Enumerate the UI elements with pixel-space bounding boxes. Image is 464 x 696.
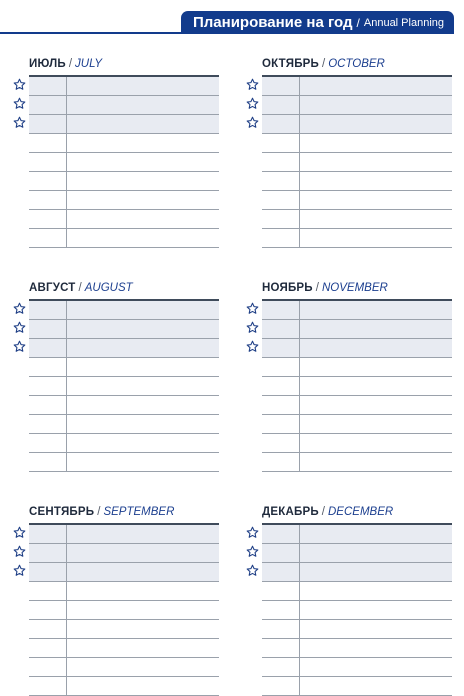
month-separator: / [78,282,82,294]
table-row[interactable] [29,77,219,96]
table-row[interactable] [29,172,219,191]
column-divider [66,434,67,452]
star-outline-icon[interactable] [246,302,259,315]
month-table [29,299,219,472]
month-separator: / [322,58,326,70]
table-row[interactable] [262,544,452,563]
column-divider [66,96,67,114]
column-divider [299,172,300,190]
month-name-en: OCTOBER [328,58,385,70]
month-separator: / [68,58,73,70]
star-outline-icon[interactable] [13,97,26,110]
table-row[interactable] [262,153,452,172]
month-name-en: AUGUST [84,282,133,294]
table-row[interactable] [29,229,219,248]
column-divider [66,229,67,247]
column-divider [66,601,67,619]
table-row[interactable] [262,677,452,696]
table-row[interactable] [262,96,452,115]
table-row[interactable] [29,434,219,453]
column-divider [66,453,67,471]
table-row[interactable] [29,582,219,601]
column-divider [299,544,300,562]
page-header [181,11,454,34]
month-name-ru: СЕНТЯБРЬ [29,506,95,518]
table-row[interactable] [262,434,452,453]
column-divider [66,396,67,414]
table-row[interactable] [262,191,452,210]
month-name-en: NOVEMBER [321,282,388,294]
table-row[interactable] [29,453,219,472]
column-divider [66,358,67,376]
table-row[interactable] [262,134,452,153]
table-row[interactable] [29,210,219,229]
month-table [29,523,219,696]
month-name-ru: АВГУСТ [29,282,76,294]
column-divider [299,191,300,209]
table-row[interactable] [262,301,452,320]
header-title-en: Annual Planning [363,16,444,29]
table-row[interactable] [29,153,219,172]
column-divider [299,620,300,638]
column-divider [66,639,67,657]
star-outline-icon[interactable] [246,545,259,558]
table-row[interactable] [29,415,219,434]
column-divider [299,677,300,695]
month-separator: / [321,506,325,518]
column-divider [66,320,67,338]
column-divider [299,115,300,133]
column-divider [66,172,67,190]
column-divider [299,377,300,395]
column-divider [66,563,67,581]
table-row[interactable] [29,677,219,696]
star-outline-icon[interactable] [246,564,259,577]
table-row[interactable] [29,339,219,358]
column-divider [66,134,67,152]
column-divider [66,658,67,676]
star-outline-icon[interactable] [13,116,26,129]
header-separator: / [356,15,360,30]
column-divider [66,301,67,319]
table-row[interactable] [262,320,452,339]
star-outline-icon[interactable] [13,526,26,539]
column-divider [299,415,300,433]
table-row[interactable] [29,377,219,396]
column-divider [299,77,300,95]
column-divider [299,582,300,600]
table-row[interactable] [262,639,452,658]
star-outline-icon[interactable] [13,564,26,577]
table-row[interactable] [29,396,219,415]
column-divider [299,358,300,376]
table-row[interactable] [29,658,219,677]
table-row[interactable] [262,172,452,191]
column-divider [299,639,300,657]
month-table [262,75,452,248]
star-outline-icon[interactable] [246,97,259,110]
month-name-ru: НОЯБРЬ [262,282,313,294]
column-divider [66,210,67,228]
month-name-en: SEPTEMBER [103,506,175,518]
table-row[interactable] [262,396,452,415]
star-outline-icon[interactable] [246,321,259,334]
column-divider [66,415,67,433]
column-divider [299,396,300,414]
column-divider [299,301,300,319]
column-divider [66,582,67,600]
column-divider [299,210,300,228]
month-name-ru: ДЕКАБРЬ [262,506,319,518]
table-row[interactable] [262,377,452,396]
star-outline-icon[interactable] [13,78,26,91]
table-row[interactable] [262,601,452,620]
month-title [262,57,385,71]
month-title [29,505,174,519]
table-row[interactable] [262,563,452,582]
column-divider [299,153,300,171]
column-divider [66,115,67,133]
column-divider [299,339,300,357]
column-divider [299,320,300,338]
table-row[interactable] [29,601,219,620]
month-title [29,281,133,295]
star-outline-icon[interactable] [13,545,26,558]
month-title [262,281,388,295]
table-row[interactable] [29,96,219,115]
column-divider [66,620,67,638]
month-separator: / [315,282,319,294]
table-row[interactable] [29,115,219,134]
star-outline-icon[interactable] [246,116,259,129]
table-row[interactable] [262,453,452,472]
table-row[interactable] [29,358,219,377]
table-row[interactable] [262,210,452,229]
month-name-ru: ИЮЛЬ [29,58,66,70]
column-divider [66,377,67,395]
table-row[interactable] [262,77,452,96]
month-name-en: JULY [75,58,103,70]
month-table [262,523,452,696]
table-row[interactable] [29,301,219,320]
column-divider [299,96,300,114]
column-divider [66,525,67,543]
column-divider [66,339,67,357]
header-title-ru: Планирование на год [193,14,353,31]
table-row[interactable] [262,229,452,248]
star-outline-icon[interactable] [246,78,259,91]
month-title [262,505,393,519]
column-divider [66,191,67,209]
month-title [29,57,102,71]
column-divider [299,601,300,619]
table-row[interactable] [262,115,452,134]
table-row[interactable] [29,134,219,153]
column-divider [66,153,67,171]
star-outline-icon[interactable] [13,302,26,315]
table-row[interactable] [262,339,452,358]
month-name-en: DECEMBER [328,506,394,518]
column-divider [66,544,67,562]
column-divider [299,525,300,543]
month-table [29,75,219,248]
column-divider [299,134,300,152]
table-row[interactable] [262,620,452,639]
table-row[interactable] [29,525,219,544]
table-row[interactable] [29,639,219,658]
column-divider [66,77,67,95]
table-row[interactable] [29,544,219,563]
table-row[interactable] [262,415,452,434]
table-row[interactable] [29,320,219,339]
star-outline-icon[interactable] [246,340,259,353]
table-row[interactable] [29,563,219,582]
column-divider [299,229,300,247]
month-separator: / [97,506,101,518]
month-name-ru: ОКТЯБРЬ [262,58,319,70]
column-divider [299,658,300,676]
star-outline-icon[interactable] [246,526,259,539]
table-row[interactable] [29,191,219,210]
table-row[interactable] [262,358,452,377]
table-row[interactable] [29,620,219,639]
star-outline-icon[interactable] [13,321,26,334]
table-row[interactable] [262,582,452,601]
table-row[interactable] [262,658,452,677]
month-table [262,299,452,472]
column-divider [66,677,67,695]
table-row[interactable] [262,525,452,544]
column-divider [299,434,300,452]
column-divider [299,563,300,581]
column-divider [299,453,300,471]
star-outline-icon[interactable] [13,340,26,353]
